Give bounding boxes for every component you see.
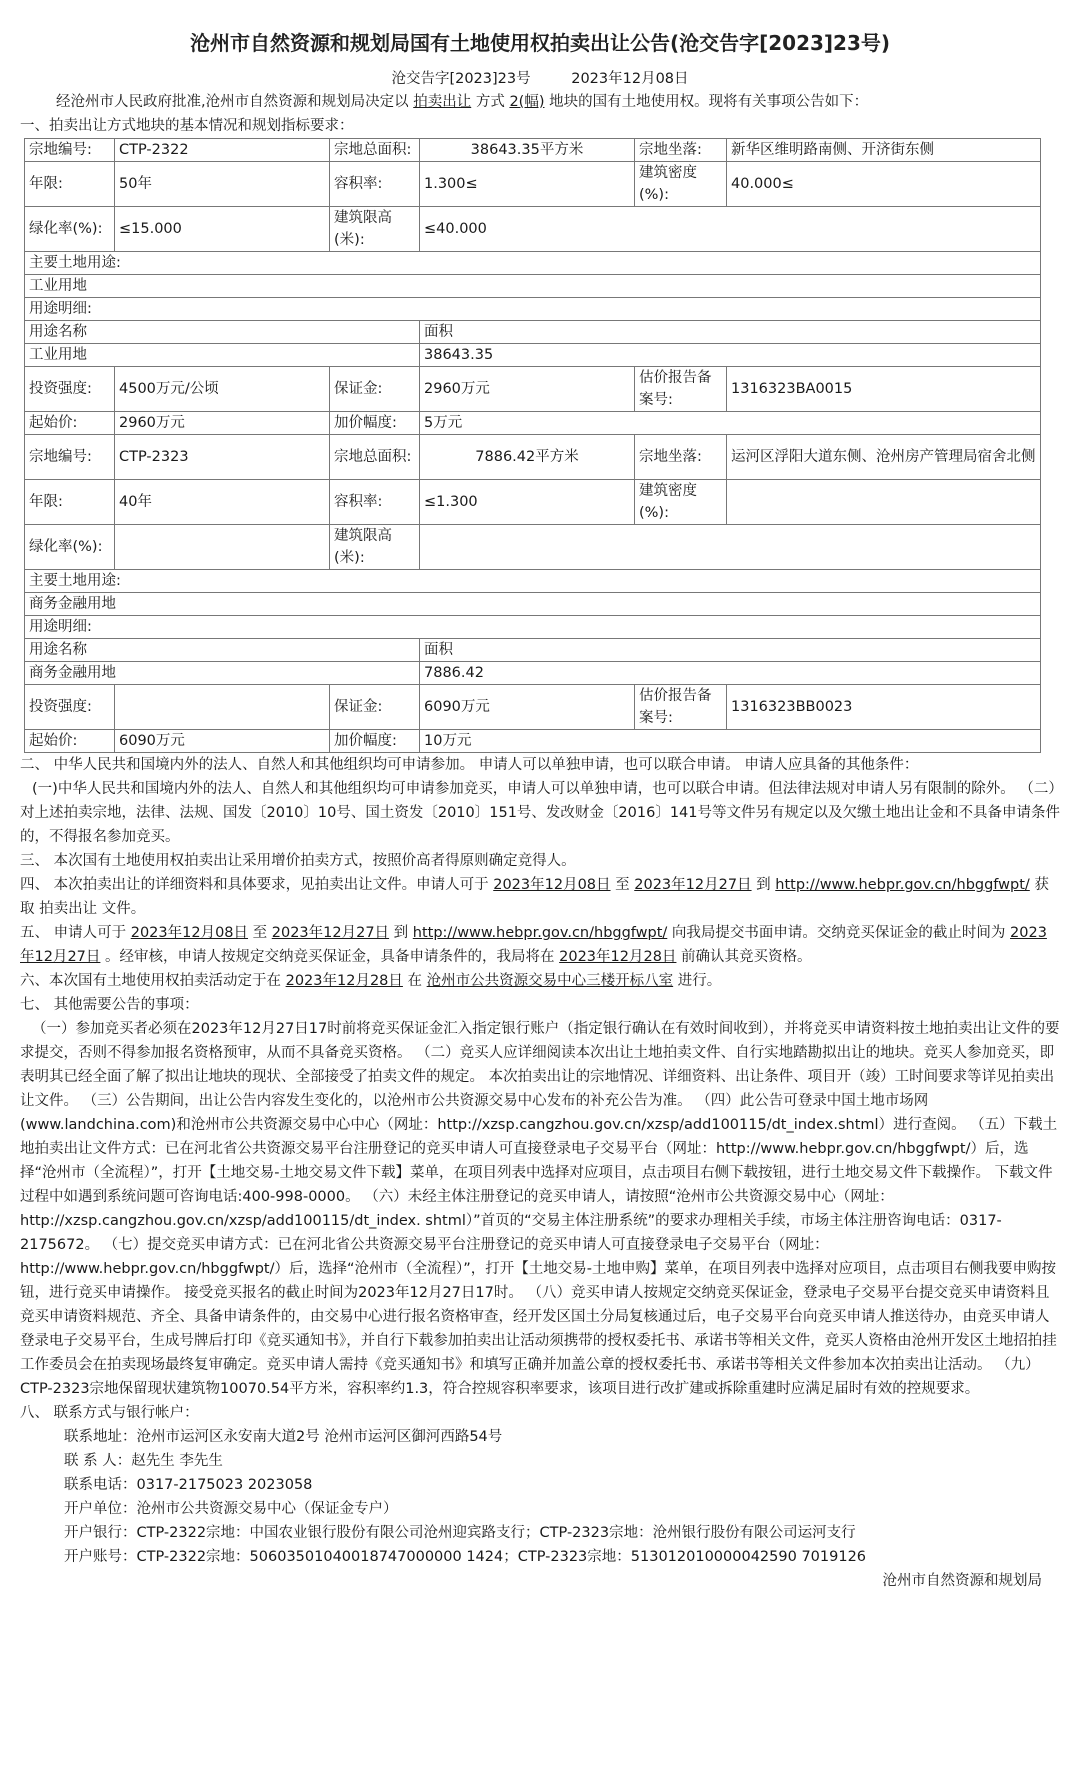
height (420, 525, 1041, 570)
intro-method: 拍卖出让 (413, 94, 472, 110)
table-row (25, 639, 1041, 662)
section-5-date-start: 2023年12月08日 (130, 925, 249, 941)
increment: 5万元 (420, 412, 1041, 435)
label-total-area: 宗地总面积: (330, 435, 420, 480)
total-area: 7886.42平方米 (420, 435, 635, 480)
table-row (25, 435, 1041, 480)
start-price: 2960万元 (115, 412, 330, 435)
parcel-no: CTP-2322 (115, 139, 330, 162)
label-parcel-no: 宗地编号: (25, 435, 115, 480)
table-row (25, 207, 1041, 252)
contact-person: 联 系 人：赵先生 李先生 (64, 1453, 223, 1469)
label-start-price: 起始价: (25, 412, 115, 435)
deposit: 2960万元 (420, 367, 635, 412)
location: 新华区维明路南侧、开济街东侧 (727, 139, 1041, 162)
section-7: 七、 其他需要公告的事项： (20, 997, 199, 1013)
label-area: 面积 (420, 321, 1041, 344)
table-row (25, 367, 1041, 412)
table-row (25, 616, 1041, 639)
section-2: 二、 中华人民共和国境内外的法人、自然人和其他组织均可申请参加。 申请人可以单独申请，也可以联合申请。 申请人应具备的其他条件： (20, 757, 919, 773)
doc-meta (20, 68, 1060, 90)
section-6-text: 在 (407, 973, 423, 989)
start-price: 6090万元 (115, 730, 330, 753)
table-row (25, 480, 1041, 525)
use-name: 工业用地 (25, 344, 420, 367)
far: 1.300≤ (420, 162, 635, 207)
label-density: 建筑密度(%): (635, 480, 727, 525)
section-5 (20, 921, 1060, 969)
account-bank: 开户银行：CTP-2322宗地：中国农业银行股份有限公司沧州迎宾路支行；CTP-2323宗地：沧州银行股份有限公司运河支行 (64, 1525, 856, 1541)
table-row (25, 685, 1041, 730)
intro-text: 方式 (475, 94, 505, 110)
signature: 沧州市自然资源和规划局 (882, 1573, 1042, 1589)
section-4-text: 四、 本次拍卖出让的详细资料和具体要求，见拍卖出让文件。申请人可于 (20, 877, 489, 893)
table-row (25, 570, 1041, 593)
section-5-text: 前确认其竞买资格。 (681, 949, 812, 965)
use-name: 商务金融用地 (25, 662, 420, 685)
section-4-date-end: 2023年12月27日 (634, 877, 752, 893)
increment: 10万元 (420, 730, 1041, 753)
section-5-text: 五、 申请人可于 (20, 925, 127, 941)
label-appraisal: 估价报告备案号: (635, 685, 727, 730)
section-5-text: 到 (393, 925, 409, 941)
label-use-detail: 用途明细: (25, 616, 1041, 639)
section-5-deposit-deadline: 2023年12月27日 (20, 925, 1047, 965)
label-height: 建筑限高(米): (330, 525, 420, 570)
table-row (25, 525, 1041, 570)
section-1-heading: 一、拍卖出让方式地块的基本情况和规划指标要求： (20, 118, 354, 134)
label-height: 建筑限高(米): (330, 207, 420, 252)
invest (115, 685, 330, 730)
far: ≤1.300 (420, 480, 635, 525)
total-area: 38643.35平方米 (420, 139, 635, 162)
section-5-date-end: 2023年12月27日 (271, 925, 390, 941)
years: 50年 (115, 162, 330, 207)
location: 运河区浮阳大道东侧、沧州房产管理局宿舍北侧 (727, 435, 1041, 480)
section-2-detail: (一)中华人民共和国境内外的法人、自然人和其他组织均可申请参加竞买，申请人可以单独申请，也可以联合申请。但法律法规对申请人另有限制的除外。 （二）对上述拍卖宗地，法律、法规、国发〔2010〕10号、国土资发〔2010〕151号、发改财金〔2016〕141号等文件另有规定以及欠缴土地出让金和不具备申请条件的，不得报名参加竞买。 (20, 781, 1061, 845)
intro-count: 2(幅) (509, 94, 545, 110)
parcel-no: CTP-2323 (115, 435, 330, 480)
appraisal: 1316323BB0023 (727, 685, 1041, 730)
account-number: 开户账号：CTP-2322宗地：50603501040018747000000 1424；CTP-2323宗地：513012010000042590 7019126 (64, 1549, 867, 1565)
table-row (25, 298, 1041, 321)
section-5-text: 至 (252, 925, 268, 941)
label-invest: 投资强度: (25, 367, 115, 412)
label-total-area: 宗地总面积: (330, 139, 420, 162)
parcel-table (24, 138, 1041, 753)
table-row (25, 593, 1041, 616)
deposit: 6090万元 (420, 685, 635, 730)
use-area: 38643.35 (420, 344, 1041, 367)
intro-text: 地块的国有土地使用权。现将有关事项公告如下： (549, 94, 869, 110)
section-6-place: 沧州市公共资源交易中心三楼开标八室 (426, 973, 674, 989)
section-4-text: 至 (615, 877, 630, 893)
label-far: 容积率: (330, 162, 420, 207)
appraisal: 1316323BA0015 (727, 367, 1041, 412)
table-row (25, 321, 1041, 344)
announcement-page (20, 0, 1060, 1593)
label-increment: 加价幅度: (330, 730, 420, 753)
label-green: 绿化率(%): (25, 207, 115, 252)
intro-paragraph (20, 90, 1060, 114)
contact-address: 联系地址：沧州市运河区永安南大道2号 沧州市运河区御河西路54号 (64, 1429, 503, 1445)
main-use: 商务金融用地 (25, 593, 1041, 616)
section-6-date: 2023年12月28日 (285, 973, 403, 989)
section-4-date-start: 2023年12月08日 (493, 877, 611, 893)
label-years: 年限: (25, 162, 115, 207)
table-row (25, 162, 1041, 207)
years: 40年 (115, 480, 330, 525)
table-row (25, 412, 1041, 435)
main-use: 工业用地 (25, 275, 1041, 298)
invest: 4500万元/公顷 (115, 367, 330, 412)
label-location: 宗地坐落: (635, 435, 727, 480)
section-3: 三、 本次国有土地使用权拍卖出让采用增价拍卖方式，按照价高者得原则确定竞得人。 (20, 853, 576, 869)
label-start-price: 起始价: (25, 730, 115, 753)
table-row (25, 662, 1041, 685)
label-invest: 投资强度: (25, 685, 115, 730)
intro-text: 经沧州市人民政府批准,沧州市自然资源和规划局决定以 (56, 94, 409, 110)
section-7-detail: （一）参加竞买者必须在2023年12月27日17时前将竞买保证金汇入指定银行账户（指定银行确认在有效时间收到），并将竞买申请资料按土地拍卖出让文件的要求提交，否则不得参加报名资格预审，从而不具备竞买资格。 （二）竞买人应详细阅读本次出让土地拍卖文件、自行实地踏勘拟出让的地块。竞买人参加竞买，即表明其已经全面了解了拟出让地块的现状、全部接受了拍卖文件的规定。 本次拍卖出让的宗地情况、详细资料、出让条件、项目开（竣）工时间要求等详见拍卖出让文件。 （三）公告期间，出让公告内容发生变化的，以沧州市公共资源交易中心发布的补充公告为准。 （四）此公告可登录中国土地市场网(www.landchina.com)和沧州市公共资源交易中心中心（网址：http://xzsp.cangzhou.gov.cn/xzsp/add100115/dt_index.shtml）进行查阅。 （五）下载土地拍卖出让文件方式：已在河北省公共资源交易平台注册登记的竞买申请人可直接登录电子交易平台（网址：http://www.hebpr.gov.cn/hbggfwpt/）后，选择“沧州市（全流程）”，打开【土地交易-土地交易文件下载】菜单，在项目列表中选择对应项目，点击项目右侧下载按钮，进行土地交易文件下载操作。 下载文件过程中如遇到系统问题可咨询电话:400-998-0000。 （六）未经主体注册登记的竞买申请人，请按照“沧州市公共资源交易中心（网址：http://xzsp.cangzhou.gov.cn/xzsp/add100115/dt_index. shtml）”首页的“交易主体注册系统”的要求办理相关手续，市场主体注册咨询电话：0317-2175672。 （七）提交竞买申请方式：已在河北省公共资源交易平台注册登记的竞买申请人可直接登录电子交易平台（网址：http://www.hebpr.gov.cn/hbggfwpt/）后，选择“沧州市（全流程）”，打开【土地交易-土地申购】菜单，在项目列表中选择对应项目，点击项目右侧我要申购按钮，进行竞买申请操作。 接受竞买报名的截止时间为2023年12月27日17时。 （八）竞买申请人按规定交纳竞买保证金，登录电子交易平台提交竞买申请资料且竞买申请资料规范、齐全、具备申请条件的，由交易中心进行报名资格审查，经开发区国土分局复核通过后，电子交易平台向竞买申请人推送待办，由竞买申请人登录电子交易平台，生成号牌后打印《竞买通知书》，并自行下载参加拍卖出让活动须携带的授权委托书、承诺书等相关文件，竞买人资格由沧州开发区土地招拍挂工作委员会在拍卖现场最终复审确定。竞买申请人需持《竞买通知书》和填写正确并加盖公章的授权委托书、承诺书等相关文件参加本次拍卖出让活动。 （九）CTP-2323宗地保留现状建筑物10070.54平方米，容积率约1.3，符合控规容积率要求，该项目进行改扩建或拆除重建时应满足届时有效的控规要求。 (20, 1021, 1060, 1397)
label-main-use: 主要土地用途: (25, 570, 1041, 593)
page-title: 沧州市自然资源和规划局国有土地使用权拍卖出让公告(沧交告字[2023]23号) (189, 31, 891, 55)
label-increment: 加价幅度: (330, 412, 420, 435)
label-green: 绿化率(%): (25, 525, 115, 570)
label-use-detail: 用途明细: (25, 298, 1041, 321)
label-use-name: 用途名称 (25, 639, 420, 662)
use-area: 7886.42 (420, 662, 1041, 685)
section-4-text: 到 (756, 877, 771, 893)
label-deposit: 保证金: (330, 685, 420, 730)
section-5-text: 向我局提交书面申请。交纳竞买保证金的截止时间为 (671, 925, 1006, 941)
contact-phone: 联系电话：0317-2175023 2023058 (64, 1477, 313, 1493)
green (115, 525, 330, 570)
doc-date: 2023年12月08日 (571, 71, 689, 87)
density: 40.000≤ (727, 162, 1041, 207)
label-parcel-no: 宗地编号: (25, 139, 115, 162)
doc-number: 沧交告字[2023]23号 (391, 71, 531, 87)
label-appraisal: 估价报告备案号: (635, 367, 727, 412)
label-far: 容积率: (330, 480, 420, 525)
section-5-confirm-date: 2023年12月28日 (559, 949, 677, 965)
section-6-text: 进行。 (677, 973, 722, 989)
table-row (25, 139, 1041, 162)
section-4 (20, 873, 1060, 921)
table-row (25, 730, 1041, 753)
green: ≤15.000 (115, 207, 330, 252)
label-use-name: 用途名称 (25, 321, 420, 344)
label-years: 年限: (25, 480, 115, 525)
section-6 (20, 969, 1060, 993)
label-area: 面积 (420, 639, 1041, 662)
section-8: 八、 联系方式与银行帐户： (20, 1405, 199, 1421)
table-row (25, 344, 1041, 367)
density (727, 480, 1041, 525)
section-6-text: 六、本次国有土地使用权拍卖活动定于在 (20, 973, 281, 989)
section-4-text: 获取 拍卖出让 文件。 (20, 877, 1049, 917)
label-location: 宗地坐落: (635, 139, 727, 162)
table-row (25, 252, 1041, 275)
section-4-link[interactable]: http://www.hebpr.gov.cn/hbggfwpt/ (775, 877, 1030, 893)
section-5-text: 。经审核，申请人按规定交纳竞买保证金，具备申请条件的，我局将在 (105, 949, 555, 965)
account-holder: 开户单位：沧州市公共资源交易中心（保证金专户） (64, 1501, 398, 1517)
table-row (25, 275, 1041, 298)
label-deposit: 保证金: (330, 367, 420, 412)
height: ≤40.000 (420, 207, 1041, 252)
contact-list (20, 1425, 1060, 1569)
label-main-use: 主要土地用途: (25, 252, 1041, 275)
section-5-link[interactable]: http://www.hebpr.gov.cn/hbggfwpt/ (412, 925, 668, 941)
label-density: 建筑密度(%): (635, 162, 727, 207)
